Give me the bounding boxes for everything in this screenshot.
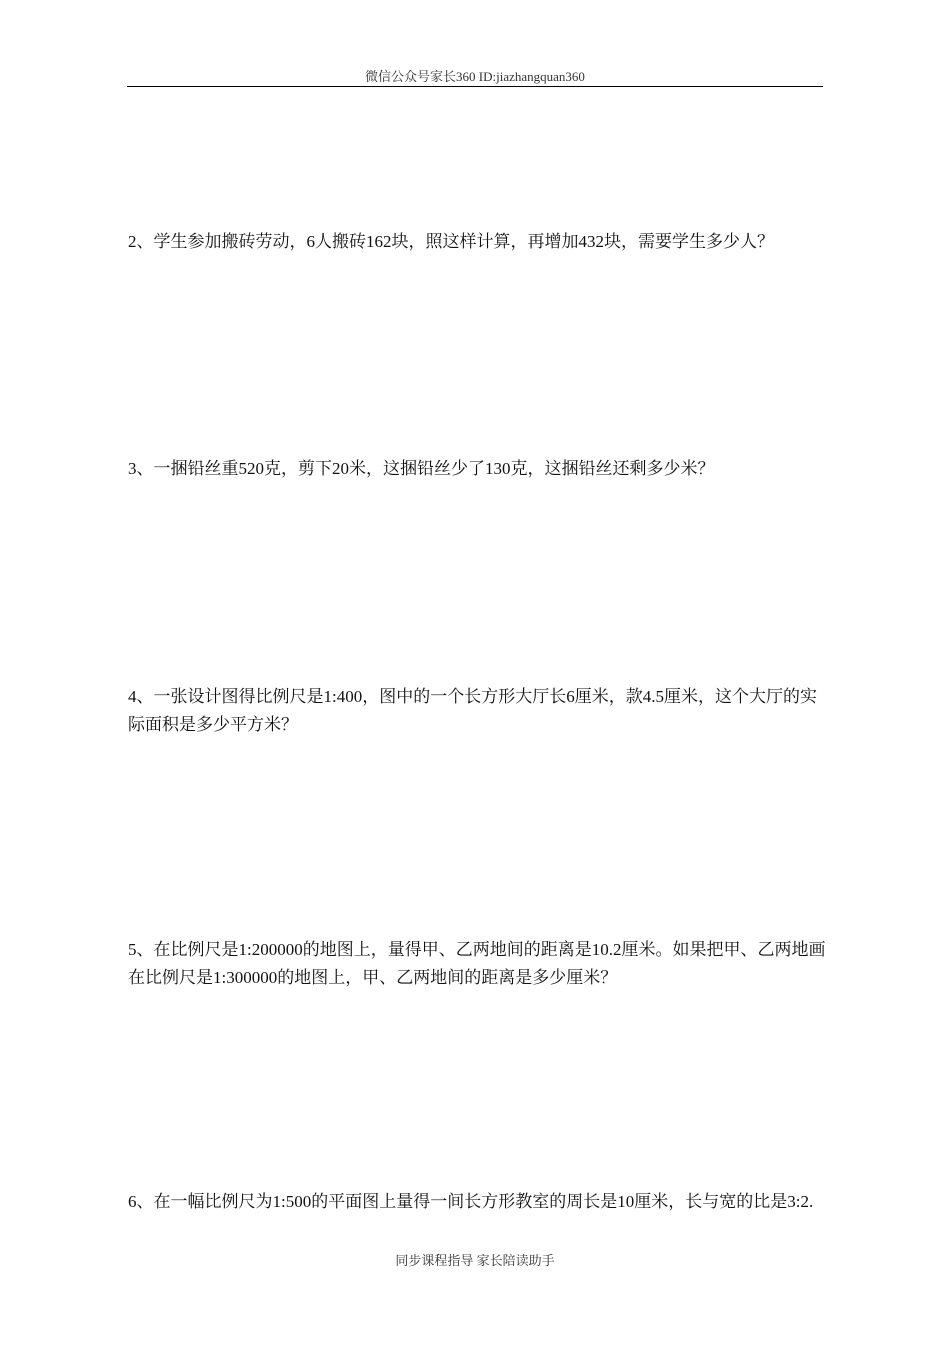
- problem-2: 2、学生参加搬砖劳动，6人搬砖162块，照这样计算，再增加432块，需要学生多少人？: [128, 232, 774, 251]
- problem-3: 3、一捆铅丝重520克，剪下20米，这捆铅丝少了130克，这捆铅丝还剩多少米？: [128, 459, 715, 478]
- page-footer: 同步课程指导 家长陪读助手: [395, 1253, 555, 1268]
- header-divider: [127, 86, 823, 87]
- problem-6: 6、在一幅比例尺为1:500的平面图上量得一间长方形教室的周长是10厘米，长与宽的比是3:2.: [128, 1192, 814, 1211]
- problem-4: 4、一张设计图得比例尺是1:400，图中的一个长方形大厅长6厘米，款4.5厘米，这个大厅的实际面积是多少平方米？: [128, 687, 817, 734]
- problem-5: 5、在比例尺是1:200000的地图上，量得甲、乙两地间的距离是10.2厘米。如果把甲、乙两地画在比例尺是1:300000的地图上，甲、乙两地间的距离是多少厘米？: [128, 940, 826, 987]
- page-header: 微信公众号家长360 ID:jiazhangquan360: [365, 69, 585, 84]
